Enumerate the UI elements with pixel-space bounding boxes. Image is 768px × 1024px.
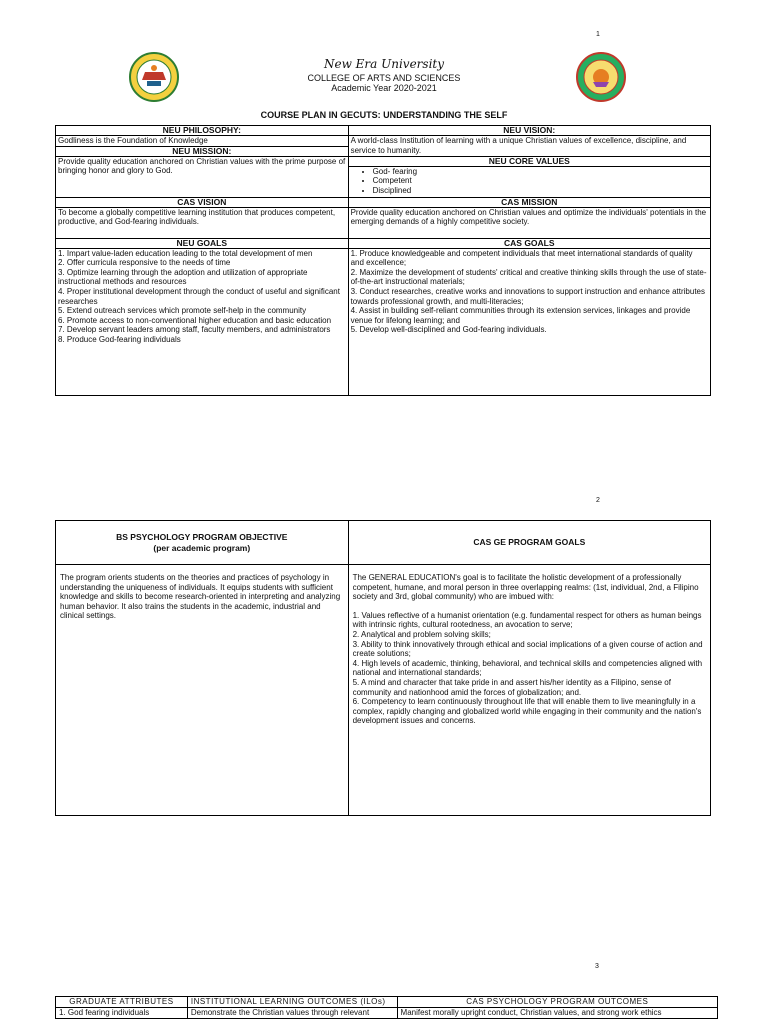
list-item: 3. Ability to think innovatively through ethical and social implications of a given course of action and create solutions; [352, 639, 703, 659]
page-number: 3 [595, 963, 599, 970]
list-item: • Disciplined [373, 186, 708, 196]
neu-core-values-cell [348, 166, 710, 197]
list-item: 1. Produce knowledgeable and competent individuals that meet international standards of quality and excellence; [350, 248, 693, 268]
ge-program-goals-header: CAS GE PROGRAM GOALS [348, 521, 710, 565]
cas-mission-header: CAS MISSION [348, 197, 710, 207]
graduate-attributes-header: GRADUATE ATTRIBUTES [56, 997, 188, 1008]
list-item: 3. Optimize learning through the adoption and utilization of appropriate instructional methods and resources [58, 267, 308, 287]
list-item: 3. Conduct researches, creative works and innovations to support instruction and enhance attributes towards professional growth, and multi-literacies; [350, 286, 705, 306]
ilo-header: INSTITUTIONAL LEARNING OUTCOMES (ILOs) [187, 997, 397, 1008]
list-item: 6. Competency to learn continuously throughout life that will enable them to live meaningfully in a complex, rapidly changing and globalized world while engaging in their community and the nation's development issues and concerns. [352, 697, 702, 726]
list-item: 1. Values reflective of a humanist orientation (e.g. fundamental respect for others as human beings with intrinsic rights, cultural rootedness, an avocation to serve; [352, 610, 702, 630]
ge-program-goals-cell [348, 565, 710, 816]
ge-goals-intro: The GENERAL EDUCATION's goal is to facilitate the holistic development of a professionally competent, humane, and moral person in three overlapping realms: (1st, individual, 2nd, a Filipino society and 3rd, global community) who are imbued with: [352, 573, 699, 602]
table-cell: Manifest morally upright conduct, Christian values, and strong work ethics [397, 1008, 717, 1019]
program-objectives-table [55, 520, 711, 816]
neu-goals-header: NEU GOALS [56, 238, 349, 248]
list-item: 4. High levels of academic, thinking, behavioral, and technical skills and competencies aligned with national and international standards; [352, 658, 703, 678]
program-outcomes-header: CAS PSYCHOLOGY PROGRAM OUTCOMES [397, 997, 717, 1008]
list-item: 5. A mind and character that take pride in and assert his/her identity as a Filipino, sense of community and nationhood amid the forces of globalization; and. [352, 677, 671, 697]
academic-year: Academic Year 2020-2021 [331, 83, 437, 93]
list-item: 5. Develop well-disciplined and God-fearing individuals. [350, 325, 547, 335]
list-item: 2. Maximize the development of students' critical and creative thinking skills through the use of state-of-the-art instructional materials; [350, 267, 707, 287]
program-objective-header: BS PSYCHOLOGY PROGRAM OBJECTIVE [116, 531, 288, 542]
neu-philosophy-header: NEU PHILOSOPHY: [56, 126, 349, 136]
outcomes-table [55, 996, 718, 1019]
list-item: 1. Impart value-laden education leading to the total development of men [58, 248, 313, 258]
cas-mission-text: Provide quality education anchored on Christian values and optimize the individuals' potentials in the emerging demands of a highly competitive society. [348, 207, 710, 238]
list-item: 8. Produce God-fearing individuals [58, 334, 181, 344]
page-number: 1 [596, 31, 600, 38]
program-objective-subheader: (per academic program) [153, 542, 251, 553]
neu-core-values-header: NEU CORE VALUES [348, 156, 710, 166]
neu-vision-header: NEU VISION: [348, 126, 710, 136]
cas-goals-cell [348, 248, 710, 395]
college-name: COLLEGE OF ARTS AND SCIENCES [307, 73, 461, 83]
list-item: 4. Assist in building self-reliant communities through its extension services, linkages and provide venue for lifelong learning; and [350, 306, 691, 325]
core-values-list [351, 167, 708, 196]
neu-mission-text: Provide quality education anchored on Christian values with the prime purpose of bringing honor and glory to God. [56, 156, 349, 197]
neu-philosophy-text: Godliness is the Foundation of Knowledge [56, 136, 349, 147]
program-objective-text: The program orients students on the theories and practices of psychology in understanding the uniqueness of individuals. It equips students with sufficient knowledge and skills to become research-oriented in interpreting and analyzing human behavior. It also trains the students in the academic, industrial and clinical settings. [56, 565, 349, 816]
cas-vision-text: To become a globally competitive learning institution that produces competent, productive, and God-fearing individuals. [56, 207, 349, 238]
list-item: 2. Offer curricula responsive to the needs of time [58, 258, 231, 268]
table-cell: 1. God fearing individuals [56, 1008, 188, 1019]
list-item: 2. Analytical and problem solving skills; [352, 629, 491, 639]
course-title: COURSE PLAN IN GECUTS: UNDERSTANDING THE SELF [260, 110, 508, 120]
list-item: • Competent [373, 176, 708, 186]
program-objective-header-cell [56, 521, 349, 565]
institutional-info-table [55, 125, 711, 396]
page-number: 2 [596, 497, 600, 504]
list-item: 6. Promote access to non-conventional higher education and basic education [58, 315, 332, 325]
list-item: • God- fearing [373, 167, 708, 177]
university-name: New Era University [323, 57, 445, 71]
cas-goals-header: CAS GOALS [348, 238, 710, 248]
list-item: 5. Extend outreach services which promote self-help in the community [58, 306, 307, 316]
list-item: 7. Develop servant leaders among staff, faculty members, and administrators [58, 325, 331, 335]
neu-vision-text: A world-class Institution of learning with a unique Christian values of excellence, discipline, and service to humanity. [348, 136, 710, 157]
table-cell: Demonstrate the Christian values through relevant [187, 1008, 397, 1019]
neu-goals-cell [56, 248, 349, 395]
list-item: 4. Proper institutional development through the conduct of useful and significant researches [58, 286, 340, 306]
cas-vision-header: CAS VISION [56, 197, 349, 207]
neu-mission-header: NEU MISSION: [56, 146, 349, 156]
